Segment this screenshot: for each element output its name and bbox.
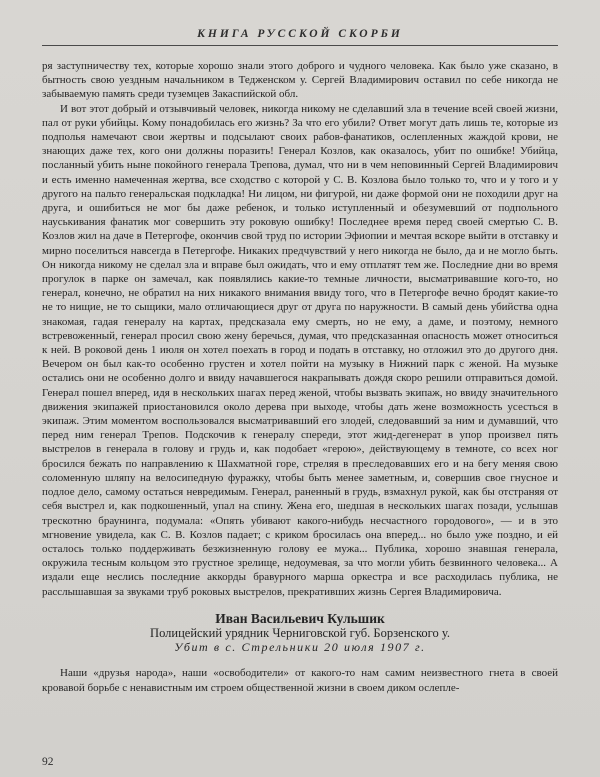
victim-name: Иван Васильевич Кульшик <box>215 610 385 626</box>
paragraph-continuation: ря заступничеству тех, которые хорошо знали этого доброго и чудного человека. Как было уже сказано, в бытность свою уездным начальником в Тедженском у. Сергей Владимирович оставил по себе никогда не забываемую память среди туземцев Закаспийской обл. <box>42 60 558 101</box>
victim-death-line: Убит в с. Стрельники 20 июля 1907 г. <box>174 640 426 655</box>
header-divider <box>42 45 558 46</box>
victim-occupation: Полицейский урядник Черниговской губ. Борзенского у. <box>150 625 450 640</box>
running-head: КНИГА РУССКОЙ СКОРБИ <box>197 28 403 40</box>
page-number: 92 <box>42 756 54 768</box>
page-body <box>42 59 558 695</box>
obituary-section-header <box>42 612 558 655</box>
paragraph-closing: Наши «друзья народа», наши «освободители» от какого-то нам самим неизвестного гнета в своей кровавой борьбе с ненавистным им строем общественной жизни в своем диком ослепле- <box>42 667 558 694</box>
paragraph-kozlov-story: И вот этот добрый и отзывчивый человек, никогда никому не сделавший зла в течение всей своей жизни, пал от руки убийцы. Кому понадобилась его жизнь? За что его убили? Ответ могут дать лишь те, которые из подполья намечают свои жертвы и подсылают своих рабов-фанатиков, ослепленных жаждой крови, не знающих даже тех, кого они должны поразить! Генерал Козлов, как оказалось, убит по ошибке! Убийца, посланный убить ныне покойного генерала Трепова, думал, что ни в чем неповинный Сергей Владимирович и есть именно намеченная жертва, все сходство с которой у С. В. Козлова было только то, что и у того и у другого на пальто генеральская подкладка! Ни лицом, ни фигурой, ни даже формой они не походили друг на друга, и ошибиться не мог бы даже ребенок, и только иступленный и обезумевший от подпольного науськивания фанатик мог совершить эту роковую ошибку! Последнее время перед своей смертью С. В. Козлов жил на даче в Петергофе, окончив свой труд по истории Эфиопии и мечтая вскоре выйти в отставку и мирно поселиться навсегда в Петергофе. Никаких предчувствий у него никогда не было, да и не могло быть. Он никогда никому не сделал зла и вправе был ожидать, что и ему отплатят тем же. Последние дни во время прогулок в парке он замечал, как появлялись какие-то темные личности, высматривавшие кого-то, но генерал, конечно, не обратил на них никакого внимания ввиду того, что в Петергофе вечно бродят какие-то не то нищие, не то сыщики, мало отличающиеся друг от друга по наружности. В самый день убийства одна знакомая, гадая генералу на картах, предсказала ему смерть, но не ему, а даме, и поэтому, немного встревоженный, генерал просил свою жену беречься, думая, что предсказанная опасность может относиться к ней. В роковой день 1 июля он хотел поехать в город и подать в отставку, но отложил это до другого дня. Вечером он был как-то особенно грустен и хотел пойти на музыку в Нижний парк с женой. На музыке остались они не особенно долго и ввиду начавшегося накрапывать дождя скоро решили отправиться домой. Генерал пошел вперед, идя в нескольких шагах перед женой, чтобы вызвать экипаж, но ввиду значительного движения экипажей приостановился около дерева при выходе, чтобы дать жене возможность усесться в экипаж. Этим моментом воспользовался высматривавший его злодей, следовавший за ним и думавший, что перед ним генерал Трепов. Подскочив к генералу спереди, этот жид-дегенерат в упор произвел пять выстрелов в генерала в голову и грудь и, как подобает «герою», действующему в темноте, со всех ног бросился бежать по направлению к Шахматной горе, стреляя в преследовавших его и на бегу меняя свою соломенную шляпу на велосипедную фуражку, чтобы быть менее заметным, и, совершив свое гнусное и подлое дело, самому остаться невредимым. Генерал, раненный в грудь, взмахнул рукой, как бы отстраняя от себя выстрел и, как подкошенный, упал на спину. Жена его, шедшая в нескольких шагах позади, услышав трескотню браунинга, подумала: «Опять убивают какого-нибудь несчастного городового», — и в это мгновение увидела, как С. В. Козлов падает; с криком бросилась она вперед... но было уже поздно, и ей осталось только поддерживать безжизненную голову ее мужа... Публика, хорошо знавшая генерала, окружила тесным кольцом это грустное зрелище, недоумевая, за что могли убить безвинного человека... А издали еще неслись последние аккорды бравурного марша оркестра и все расходилась публика, не расслышавшая за звуками труб роковых выстрелов, прекративших жизнь Сергея Владимировича. <box>42 102 558 598</box>
